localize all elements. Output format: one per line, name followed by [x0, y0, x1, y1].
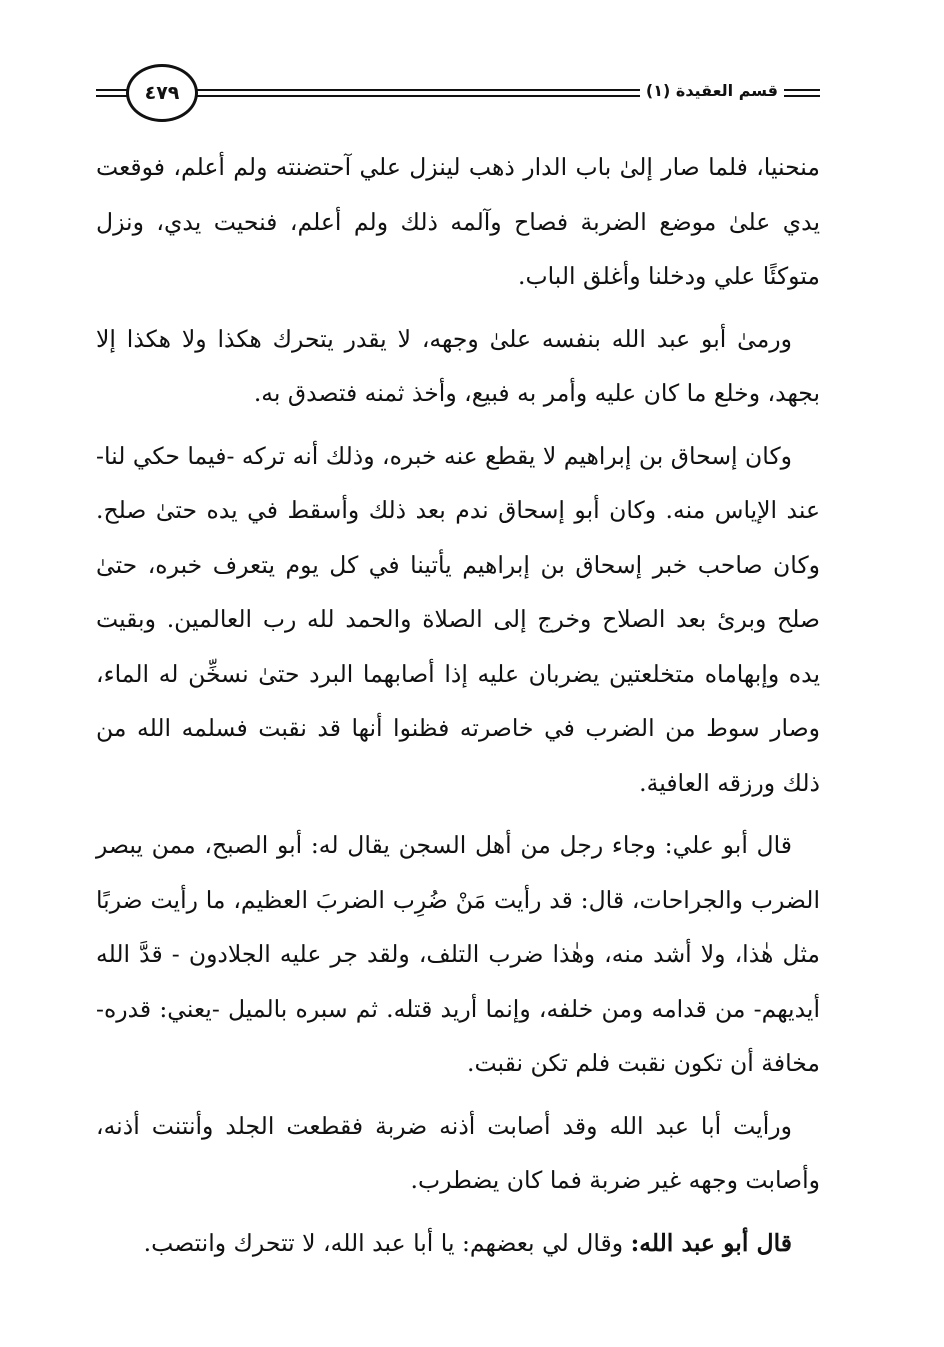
- paragraph-4: قال أبو علي: وجاء رجل من أهل السجن يقال له: أبو الصبح، ممن يبصر الضرب والجراحات، قال: قد رأيت مَنْ ضُرِب الضربَ العظيم، ما رأيت ضربًا مثل هٰذا، ولا أشد منه، وهٰذا ضرب التلف، ولقد جر عليه الجلادون - قدَّ الله أيديهم- من قدامه ومن خلفه، وإنما أريد قتله. ثم سبره بالميل -يعني: قدره- مخافة أن تكون نقبت فلم تكن نقبت.: [96, 831, 820, 1077]
- paragraph-6: [96, 1216, 820, 1271]
- page-header: [96, 64, 820, 130]
- paragraph-6-text: وقال لي بعضهم: يا أبا عبد الله، لا تتحرك وانتصب.: [143, 1228, 631, 1257]
- paragraph-5: ورأيت أبا عبد الله وقد أصابت أذنه ضربة فقطعت الجلد وأنتنت أذنه، وأصابت وجهه غير ضربة فما كان يضطرب.: [96, 1111, 820, 1194]
- page-body: [96, 140, 820, 1270]
- page-number: ٤٧٩: [144, 82, 180, 104]
- paragraph-2: ورمىٰ أبو عبد الله بنفسه علىٰ وجهه، لا يقدر يتحرك هكذا ولا هكذا إلا بجهد، وخلع ما كان عليه وأمر به فبيع، وأخذ ثمنه فتصدق به.: [96, 324, 820, 407]
- speaker-lead: قال أبو عبد الله:: [630, 1228, 792, 1257]
- paragraph-3: وكان إسحاق بن إبراهيم لا يقطع عنه خبره، وذلك أنه تركه -فيما حكي لنا- عند الإياس منه. وكان أبو إسحاق ندم بعد ذلك وأسقط في يده حتىٰ صلح. وكان صاحب خبر إسحاق بن إبراهيم يأتينا في كل يوم يتعرف خبره، حتىٰ صلح وبرئ بعد الصلاح وخرج إلى الصلاة والحمد لله رب العالمين. وبقيت يده وإبهاماه متخلعتين يضربان عليه إذا أصابهما البرد حتىٰ نسخِّن له الماء، وصار سوط من الضرب في خاصرته فظنوا أنها قد نقبت فسلمه الله من ذلك ورزقه العافية.: [96, 441, 820, 797]
- page-number-badge: [126, 64, 198, 122]
- paragraph-1: منحنيا، فلما صار إلىٰ باب الدار ذهب لينزل علي آحتضنته ولم أعلم، فوقعت يدي علىٰ موضع الضربة فصاح وآلمه ذلك ولم أعلم، فنحيت يدي، ونزل متوكئًا علي ودخلنا وأغلق الباب.: [96, 153, 820, 290]
- section-title: قسم العقيدة (١): [640, 81, 784, 100]
